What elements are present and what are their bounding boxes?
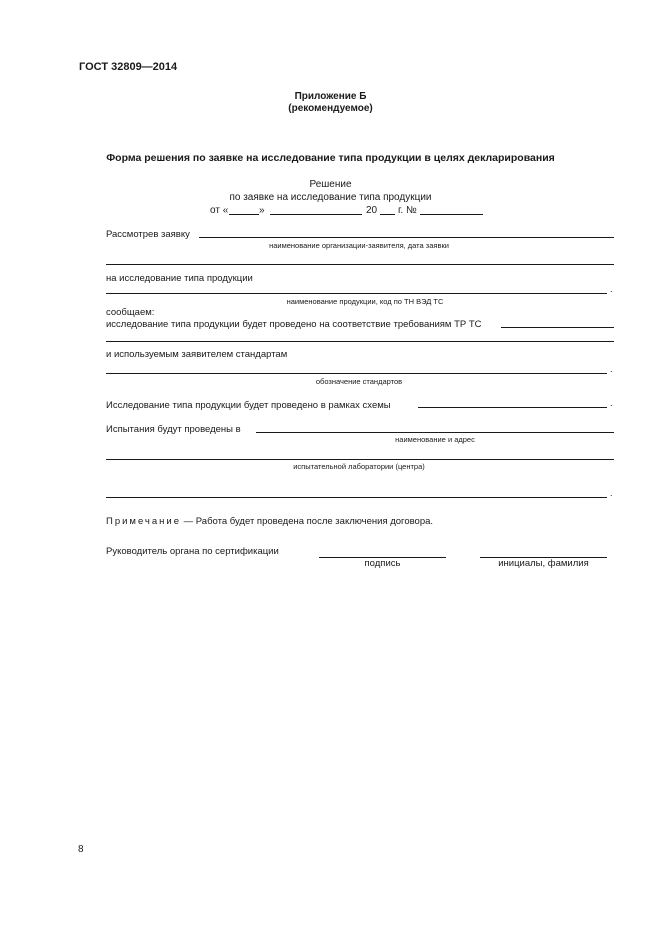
report-label: сообщаем:	[106, 307, 155, 318]
lab-caption-1: наименование и адрес	[395, 435, 475, 444]
note-label: Примечание	[106, 516, 181, 527]
decision-day-line	[229, 214, 259, 215]
requirements-label: исследование типа продукции будет проведено на соответствие требованиям ТР ТС	[106, 319, 482, 330]
standards-caption: обозначение стандартов	[315, 377, 403, 386]
note	[106, 516, 433, 527]
scheme-line	[418, 407, 607, 408]
reviewed-label: Рассмотрев заявку	[106, 229, 190, 240]
product-line	[106, 293, 607, 294]
reviewed-line-2	[106, 264, 614, 265]
decision-number-line	[420, 214, 483, 215]
note-text: — Работа будет проведена после заключения договора.	[181, 516, 434, 527]
reviewed-caption: наименование организации-заявителя, дата заявки	[269, 241, 449, 250]
standards-label: и используемым заявителем стандартам	[106, 349, 288, 360]
signature-sign-caption: подпись	[364, 558, 401, 569]
tests-line	[256, 432, 614, 433]
decision-quote-close: »	[259, 205, 265, 216]
reviewed-line	[199, 237, 614, 238]
appendix-subtitle: (рекомендуемое)	[288, 103, 373, 114]
product-period: .	[610, 284, 613, 294]
lab-caption-2: испытательной лаборатории (центра)	[293, 462, 425, 471]
scheme-period: .	[610, 398, 613, 408]
decision-title: Решение	[309, 179, 352, 190]
page-number: 8	[78, 844, 84, 855]
form-title: Форма решения по заявке на исследование типа продукции в целях декларирования	[106, 152, 555, 164]
signature-label: Руководитель органа по сертификации	[106, 546, 279, 557]
decision-year-line	[380, 214, 395, 215]
scheme-label: Исследование типа продукции будет проведено в рамках схемы	[106, 400, 391, 411]
lab-line-3	[106, 497, 607, 498]
decision-number-label: г. №	[398, 205, 417, 216]
decision-year-prefix: 20	[366, 205, 378, 216]
lab-line-2	[106, 459, 614, 460]
requirements-line	[501, 327, 614, 328]
decision-subtitle: по заявке на исследование типа продукции	[229, 192, 432, 203]
decision-month-line	[270, 214, 362, 215]
product-caption: наименование продукции, код по ТН ВЭД ТС	[286, 297, 444, 306]
standards-line	[106, 373, 607, 374]
decision-from-label: от «	[210, 205, 229, 216]
requirements-line-2	[106, 341, 614, 342]
lab-period: .	[610, 488, 613, 498]
standards-period: .	[610, 364, 613, 374]
document-standard-number: ГОСТ 32809—2014	[79, 61, 178, 73]
signature-name-caption: инициалы, фамилия	[498, 558, 589, 569]
appendix-title: Приложение Б	[294, 91, 367, 102]
tests-label: Испытания будут проведены в	[106, 424, 241, 435]
research-label: на исследование типа продукции	[106, 273, 253, 284]
